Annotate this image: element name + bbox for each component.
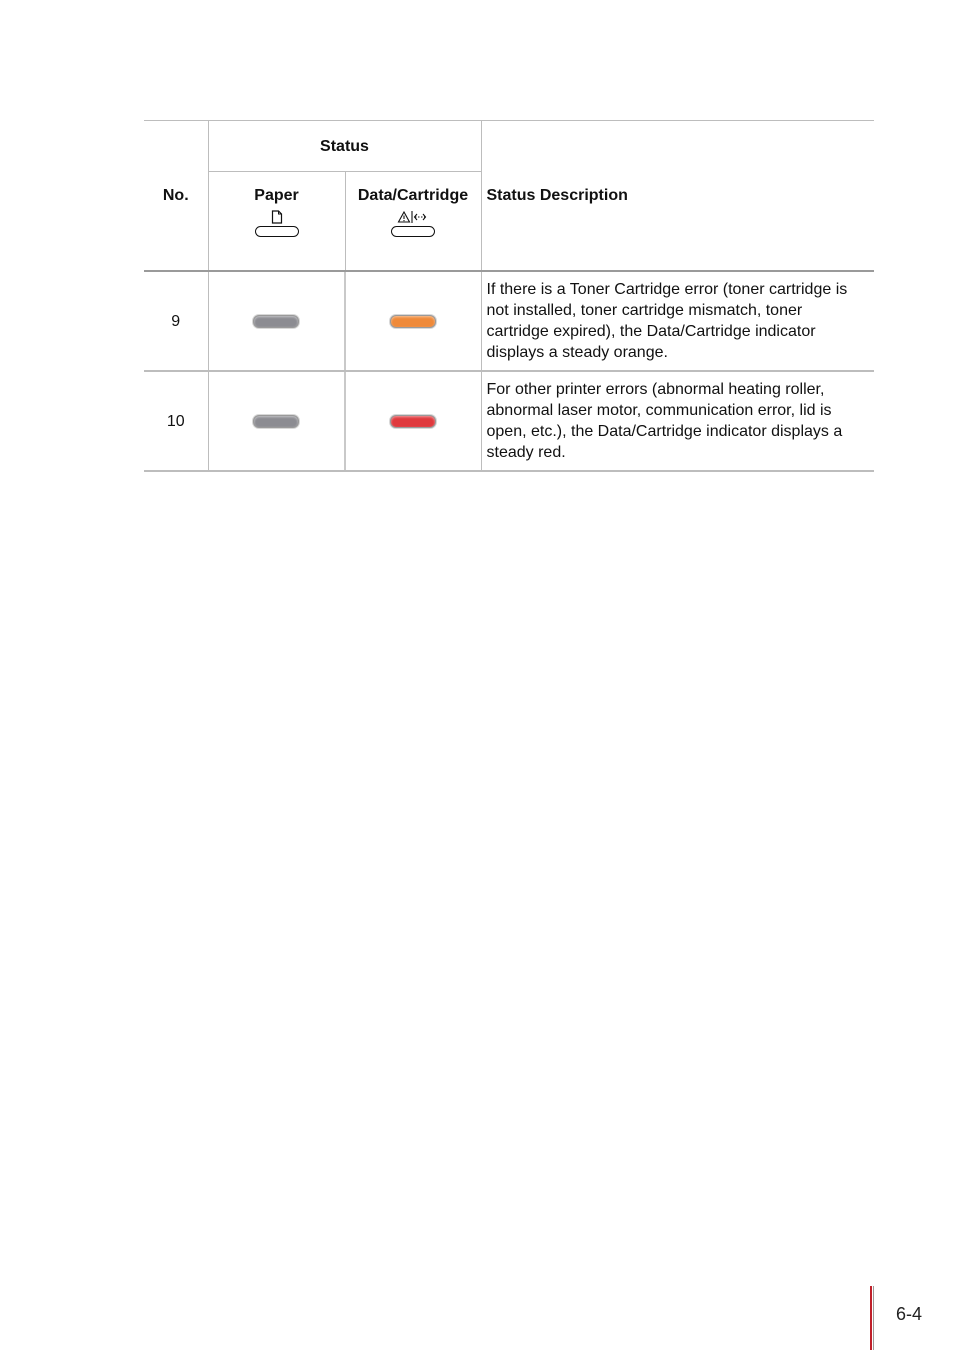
paper-cell bbox=[208, 271, 345, 371]
status-table bbox=[144, 120, 874, 472]
paper-icon bbox=[271, 210, 283, 224]
paper-led-gray bbox=[253, 415, 299, 428]
paper-cell bbox=[208, 371, 345, 471]
paper-indicator-outline bbox=[255, 226, 299, 237]
header-paper-label: Paper bbox=[254, 187, 299, 204]
header-status-description: Status Description bbox=[481, 121, 874, 272]
data-cartridge-cell bbox=[345, 371, 481, 471]
warning-data-icon bbox=[397, 210, 429, 224]
data-cartridge-indicator-outline bbox=[391, 226, 435, 237]
page-accent-bar bbox=[870, 1286, 872, 1350]
header-no: No. bbox=[144, 121, 208, 272]
header-status: Status bbox=[208, 121, 481, 172]
paper-led-gray bbox=[253, 315, 299, 328]
header-data-cartridge-label: Data/Cartridge bbox=[357, 187, 469, 204]
row-number: 10 bbox=[144, 371, 208, 471]
data-cartridge-cell bbox=[345, 271, 481, 371]
page-divider-bar bbox=[873, 1286, 874, 1350]
table-row bbox=[144, 271, 874, 371]
header-row-1 bbox=[144, 121, 874, 172]
data-cartridge-led-orange bbox=[390, 315, 436, 328]
row-number: 9 bbox=[144, 271, 208, 371]
page-number: 6-4 bbox=[896, 1304, 923, 1324]
data-cartridge-led-red bbox=[390, 415, 436, 428]
status-description: For other printer errors (abnormal heating roller, abnormal laser motor, communication error, lid is open, etc.), the Data/Cartridge indicator displays a steady red. bbox=[481, 371, 874, 471]
status-description: If there is a Toner Cartridge error (toner cartridge is not installed, toner cartridge mismatch, toner cartridge expired), the Data/Cartridge indicator displays a steady orange. bbox=[481, 271, 874, 371]
header-paper bbox=[208, 172, 345, 272]
table-row bbox=[144, 371, 874, 471]
header-data-cartridge bbox=[345, 172, 481, 272]
